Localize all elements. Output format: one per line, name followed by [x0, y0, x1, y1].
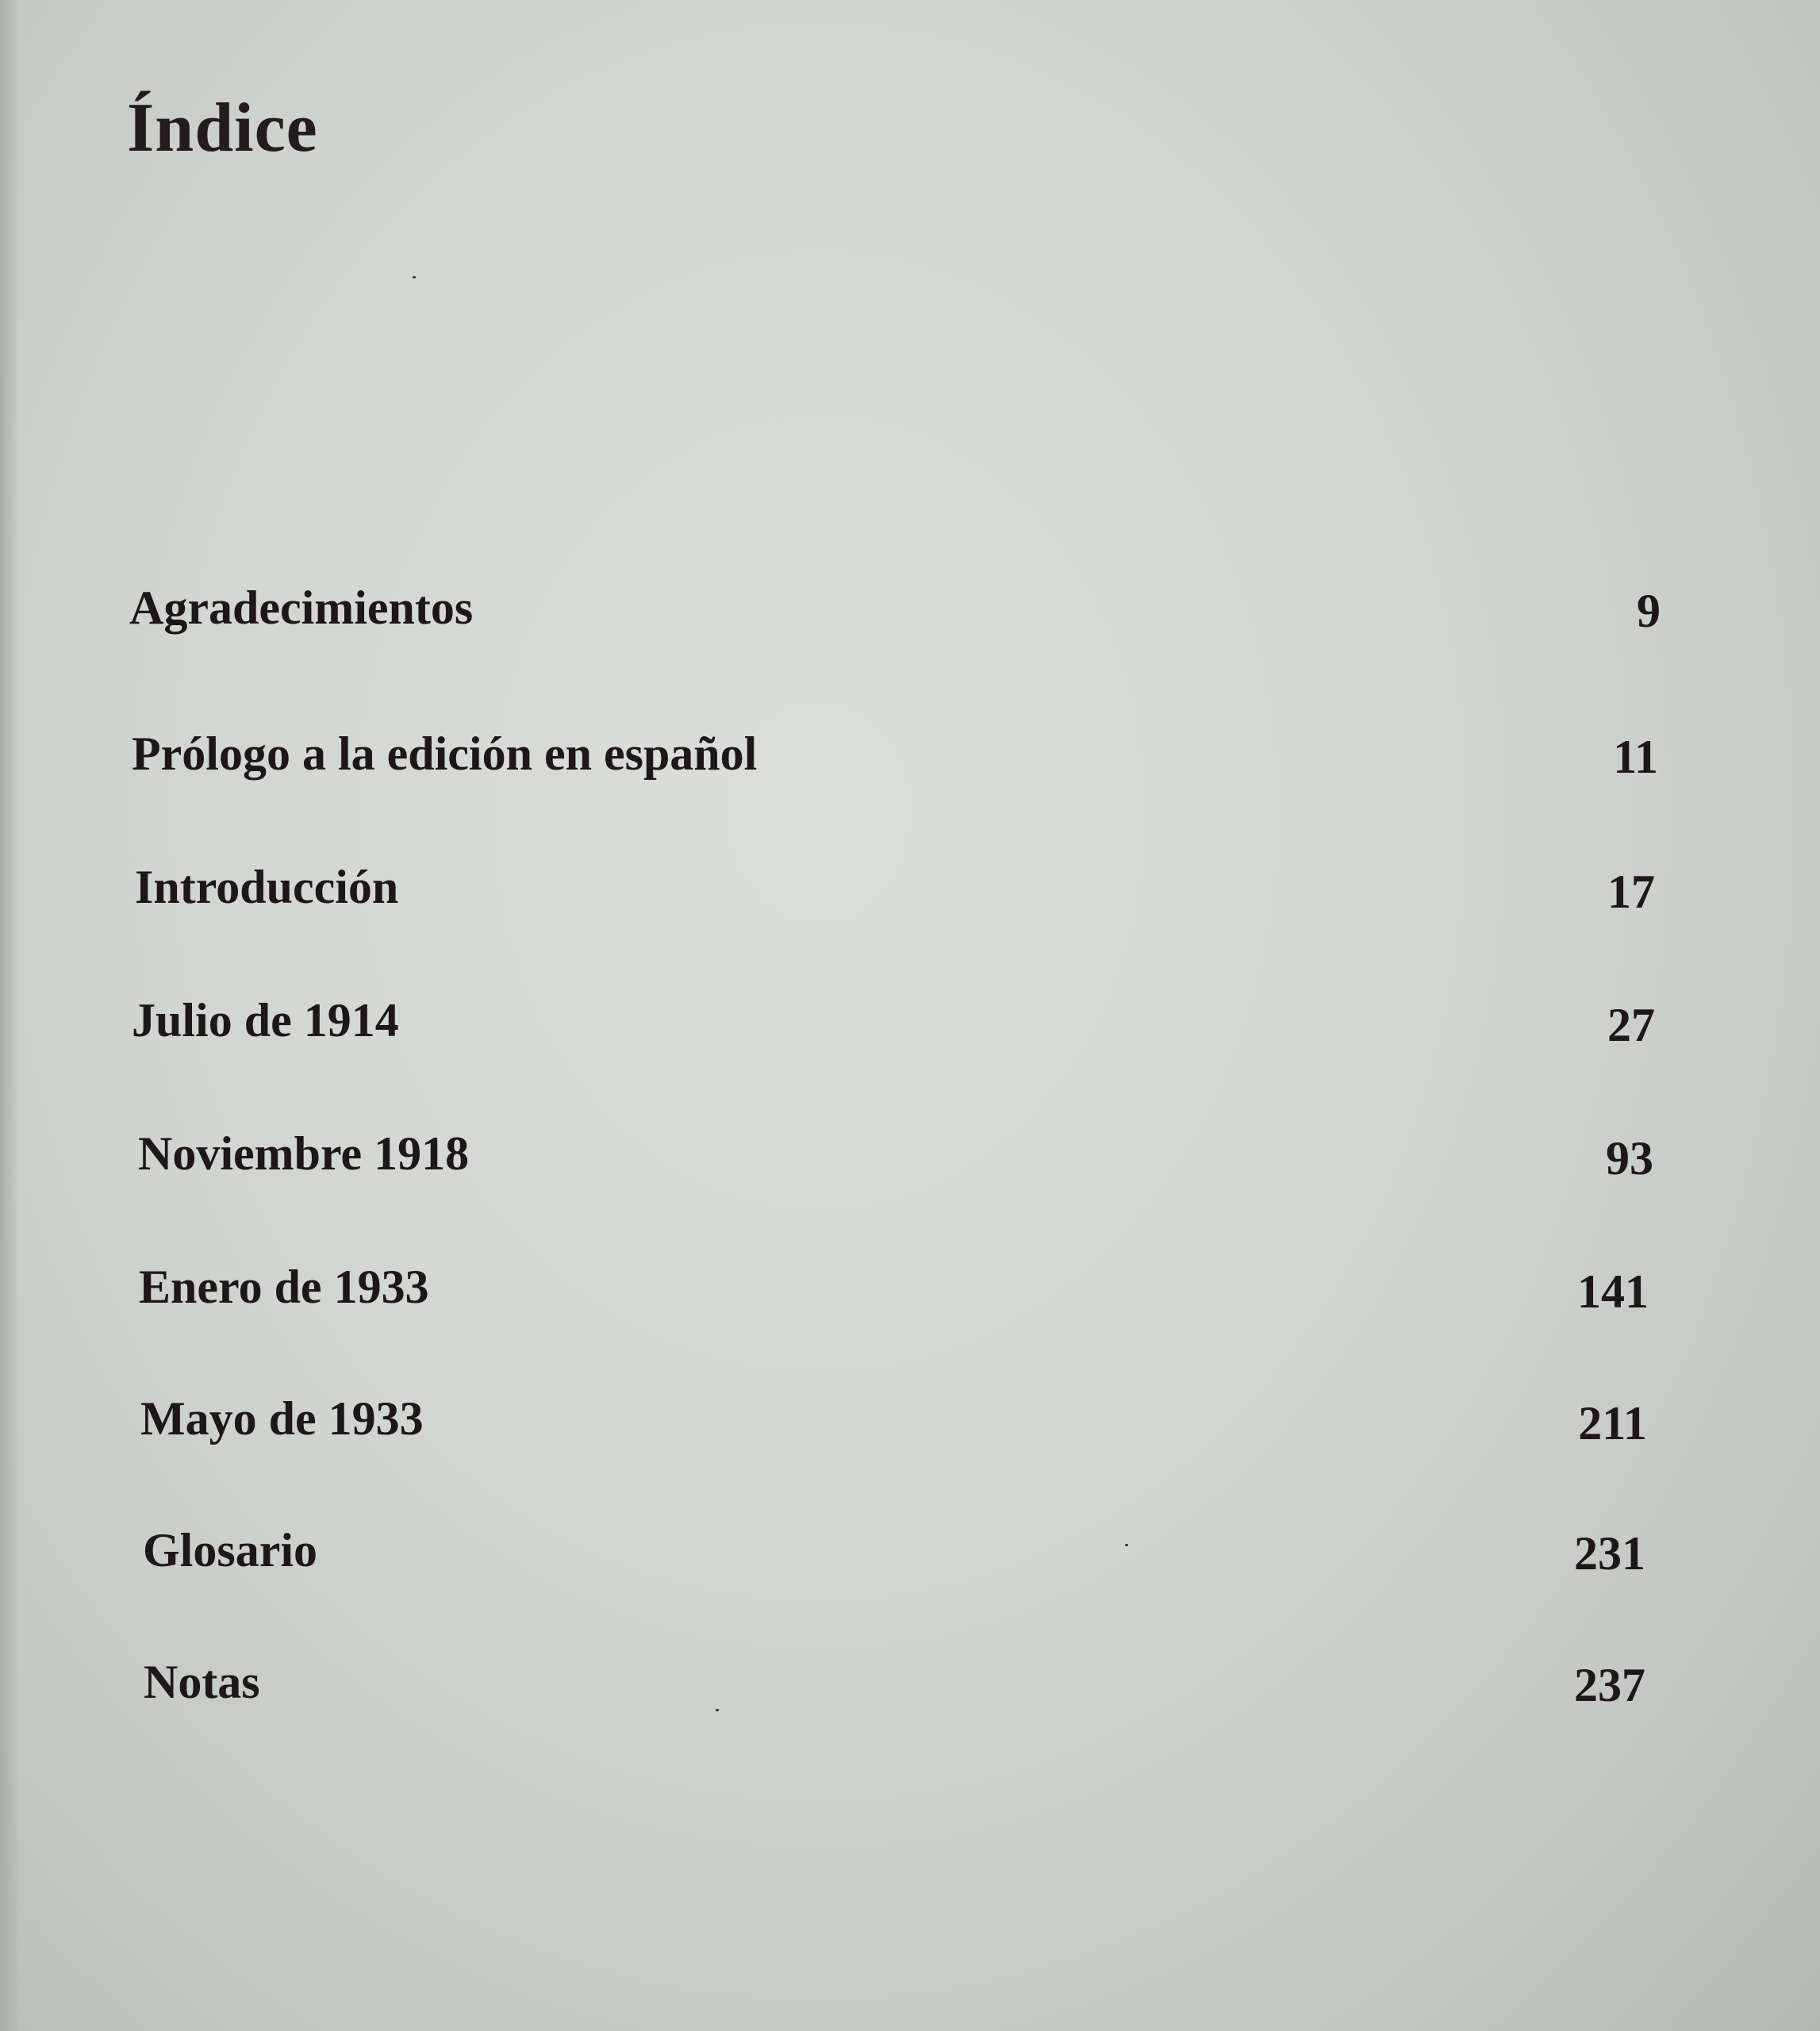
toc-entry-page: 11 — [1613, 731, 1658, 783]
toc-entry-page: 231 — [1574, 1527, 1645, 1580]
toc-entry-label: Enero de 1933 — [139, 1261, 429, 1313]
paper-speck — [716, 1709, 719, 1711]
paper-speck — [1125, 1544, 1128, 1546]
page-title: Índice — [127, 90, 318, 167]
toc-entry-label: Noviembre 1918 — [138, 1127, 470, 1180]
paper-speck — [413, 276, 416, 278]
toc-entry-label: Mayo de 1933 — [140, 1392, 424, 1445]
toc-entry-page: 17 — [1607, 866, 1655, 918]
toc-entry-page: 211 — [1578, 1397, 1647, 1449]
toc-entry-page: 141 — [1577, 1265, 1649, 1318]
toc-entry-page: 9 — [1637, 585, 1661, 637]
toc-entry-label: Prólogo a la edición en español — [132, 728, 758, 780]
toc-entry-label: Julio de 1914 — [132, 994, 399, 1046]
toc-entry-page: 237 — [1574, 1659, 1645, 1711]
toc-entry-label: Introducción — [135, 861, 399, 913]
toc-entry-label: Notas — [144, 1656, 260, 1708]
toc-entry-page: 27 — [1607, 999, 1655, 1051]
toc-entry-label: Glosario — [143, 1524, 317, 1576]
toc-entry-label: Agradecimientos — [129, 582, 474, 634]
toc-entry-page: 93 — [1606, 1132, 1653, 1184]
